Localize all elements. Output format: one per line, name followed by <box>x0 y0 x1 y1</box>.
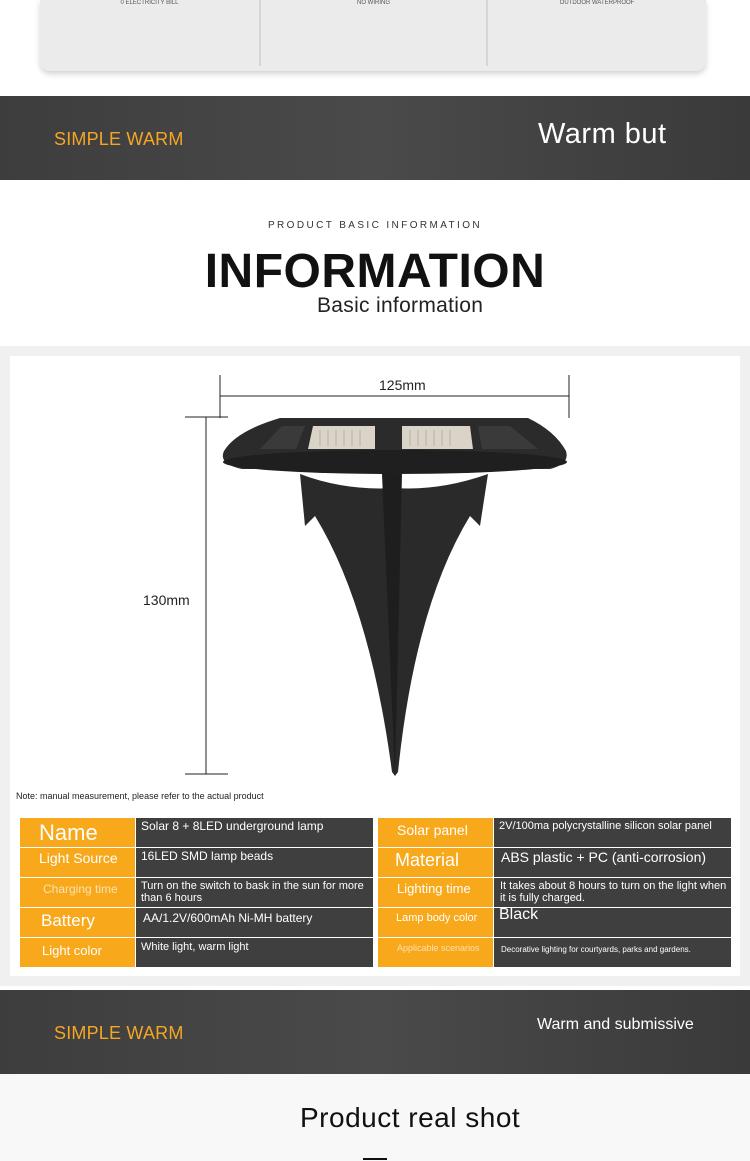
info-basic: Basic information <box>317 294 484 317</box>
spec-label: Material <box>378 848 493 877</box>
info-subtitle: PRODUCT BASIC INFORMATION <box>267 220 483 231</box>
width-dimension: 125mm <box>379 377 426 393</box>
spec-value: ABS plastic + PC (anti-corrosion) <box>494 848 731 877</box>
spec-value: 16LED SMD lamp beads <box>136 848 373 877</box>
banner-left-title: SIMPLE WARM <box>54 1023 184 1043</box>
info-header <box>0 180 750 346</box>
spec-label: Solar panel <box>378 818 493 847</box>
info-title: INFORMATION <box>204 245 546 298</box>
product-drawing <box>10 356 740 796</box>
banner-simple-warm-2 <box>0 990 750 1074</box>
spec-value: It takes about 8 hours to turn on the light when it is fully charged. <box>494 878 731 907</box>
spec-label: Light color <box>20 938 135 967</box>
spec-value: Decorative lighting for courtyards, parks and gardens. <box>494 938 731 967</box>
spec-label: Lighting time <box>378 878 493 907</box>
spec-value: White light, warm light <box>136 938 373 967</box>
spec-label: Name <box>20 818 135 847</box>
spec-value: 2V/100ma polycrystalline silicon solar panel <box>494 818 731 847</box>
product-panel <box>10 356 740 976</box>
feature-waterproof: OUTDOOR WATERPROOF <box>559 0 635 6</box>
top-feature-strip <box>0 0 750 96</box>
spec-value: AA/1.2V/600mAh Ni-MH battery <box>136 908 373 937</box>
banner-right-title: Warm and submissive <box>537 1016 694 1033</box>
feature-card <box>40 0 706 71</box>
banner-simple-warm <box>0 96 750 180</box>
product-real-shot-header <box>0 1074 750 1161</box>
main-area <box>0 346 750 986</box>
section-title: Product real shot <box>300 1102 521 1133</box>
spec-label: Charging time <box>20 878 135 907</box>
height-dimension: 130mm <box>143 592 190 608</box>
spec-value: Turn on the switch to bask in the sun for more than 6 hours <box>136 878 373 907</box>
banner-right-title: Warm but <box>538 118 667 150</box>
feature-wiring: NO WIRING <box>357 0 390 6</box>
spec-label: Light Source <box>20 848 135 877</box>
spec-label: Applicable scenarios <box>378 938 493 967</box>
spec-value: Black <box>494 908 731 937</box>
spec-label: Lamp body color <box>378 908 493 937</box>
spec-label: Battery <box>20 908 135 937</box>
title-underline <box>363 1158 387 1160</box>
spec-value: Solar 8 + 8LED underground lamp <box>136 818 373 847</box>
banner-left-title: SIMPLE WARM <box>54 129 184 149</box>
measurement-note: Note: manual measurement, please refer to the actual product <box>16 791 264 801</box>
feature-electricity: 0 ELECTRICITY BILL <box>120 0 179 6</box>
